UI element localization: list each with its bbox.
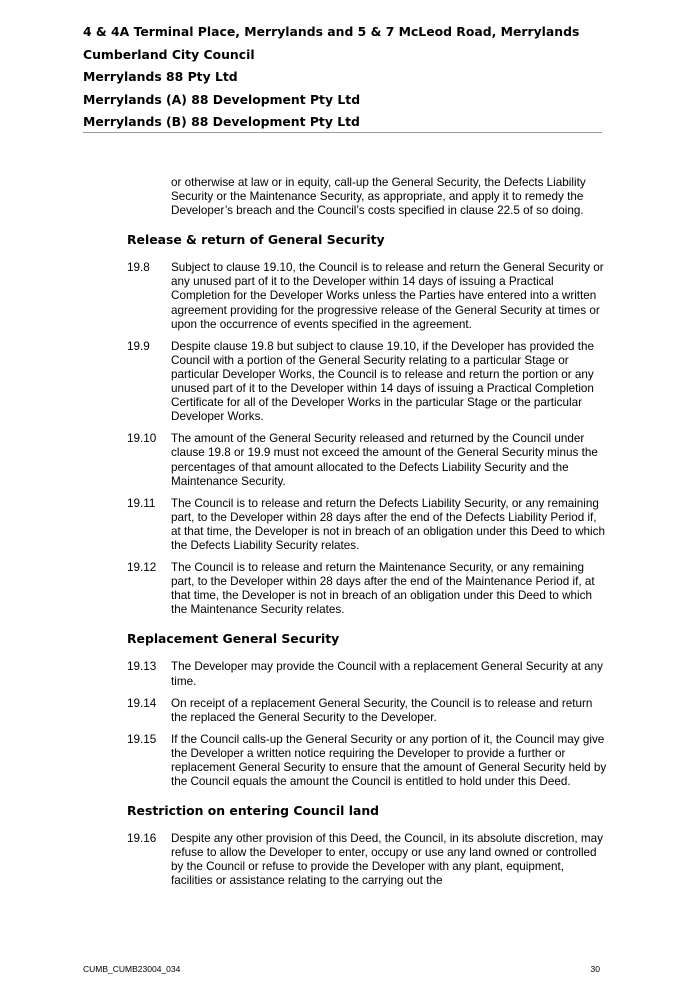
- document-body: [127, 176, 607, 897]
- clause: [127, 497, 607, 553]
- clause-text: The Council is to release and return the Defects Liability Security, or any remaining part, to the Developer within 28 days after the end of the Defects Liability Period if, at that time, the Developer is not in breach of an obligation under this Deed to which the Defects Liability Security relates.: [171, 496, 605, 552]
- clause: [127, 733, 607, 789]
- section-release-return: [127, 232, 607, 617]
- clause-number: 19.10: [127, 432, 157, 446]
- clause-text: The Council is to release and return the Maintenance Security, or any remaining part, to the Developer within 28 days after the end of the Maintenance Period if, at that time, the Developer is not in breach of an obligation under this Deed to which the Maintenance Security relates.: [171, 561, 595, 617]
- clause-number: 19.16: [127, 832, 157, 846]
- clause-number: 19.11: [127, 496, 156, 510]
- clause: [127, 697, 607, 725]
- clause-number: 19.13: [127, 660, 157, 674]
- clause-text: On receipt of a replacement General Security, the Council is to release and return the replaced the General Security to the Developer.: [171, 696, 593, 724]
- section-replacement-security: [127, 631, 607, 789]
- clause-text: The amount of the General Security released and returned by the Council under clause 19.8 or 19.9 must not exceed the amount of the General Security minus the percentages of that amount allocated to the Defects Liability Security and the Maintenance Security.: [171, 432, 598, 488]
- section-heading: Replacement General Security: [127, 631, 340, 647]
- clause-number: 19.15: [127, 732, 157, 746]
- header-party-council: Cumberland City Council: [83, 46, 255, 62]
- clause: [127, 432, 607, 488]
- header-party-developer: Merrylands 88 Pty Ltd: [83, 69, 238, 84]
- document-header: [83, 22, 603, 135]
- continuation-paragraph: or otherwise at law or in equity, call-up the General Security, the Defects Liability Security or the Maintenance Security, as appropriate, and apply it to remedy the Developer’s breach and the Council’s costs specified in clause 22.5 of so doing.: [171, 176, 586, 218]
- clause-text: If the Council calls-up the General Security or any portion of it, the Council may give the Developer a written notice requiring the Developer to provide a further or replacement General Security to ensure that the amount of General Security held by the Council equals the amount the Council is entitled to hold under this Deed.: [171, 732, 607, 789]
- clause-number: 19.8: [127, 261, 150, 275]
- clause: [127, 340, 607, 425]
- header-party-developer-a: Merrylands (A) 88 Development Pty Ltd: [83, 91, 361, 107]
- clause-text: The Developer may provide the Council with a replacement General Security at any time.: [171, 660, 604, 688]
- clause-number: 19.9: [127, 339, 150, 353]
- header-party-developer-b: Merrylands (B) 88 Development Pty Ltd: [83, 114, 360, 129]
- header-project-title: 4 & 4A Terminal Place, Merrylands and 5 & 7 McLeod Road, Merrylands: [83, 24, 580, 39]
- clause-number: 19.12: [127, 561, 157, 575]
- clause-text: Despite any other provision of this Deed, the Council, in its absolute discretion, may refuse to allow the Developer to enter, occupy or use any land owned or controlled by the Council or refuse to provide the Developer with any plant, equipment, facilities or assistance relating to the carrying out the: [171, 832, 604, 888]
- clause: [127, 561, 607, 617]
- clause: [127, 660, 607, 688]
- footer-doc-reference: CUMB_CUMB23004_034: [83, 964, 181, 974]
- header-divider: [83, 132, 602, 133]
- section-heading: Restriction on entering Council land: [127, 803, 380, 819]
- clause-text: Despite clause 19.8 but subject to clause 19.10, if the Developer has provided the Council with a portion of the General Security relating to a particular Stage or particular Developer Works, the Council is to release and return the portion or any unused part of it to the Developer within 14 days of issuing a Practical Completion Certificate for all of the Developer Works in the particular Stage or the particular Developer Works.: [171, 339, 594, 424]
- clause-text: Subject to clause 19.10, the Council is to release and return the General Security or any unused part of it to the Developer within 14 days of issuing a Practical Completion for the Developer Works unless the Parties have entered into a written agreement providing for the progressive release of the General Security at times or upon the occurrence of events specified in the agreement.: [171, 261, 604, 331]
- footer-page-number: 30: [590, 964, 600, 974]
- clause-number: 19.14: [127, 696, 157, 710]
- clause: [127, 832, 607, 888]
- section-heading: Release & return of General Security: [127, 232, 385, 248]
- section-restriction-council-land: [127, 803, 607, 888]
- clause: [127, 261, 607, 331]
